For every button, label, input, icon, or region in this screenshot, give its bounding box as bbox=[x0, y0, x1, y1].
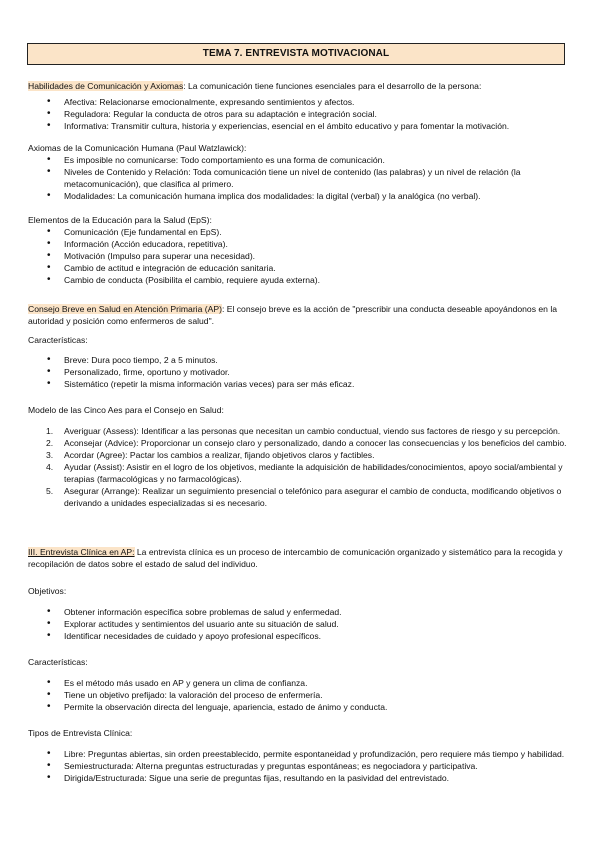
list-item bbox=[28, 485, 568, 509]
list-number: 1. bbox=[46, 426, 54, 436]
list-item: • Información (Acción educadora, repetitiva). bbox=[28, 238, 568, 250]
list-number: 3. bbox=[46, 450, 54, 460]
list-number: 2. bbox=[46, 438, 54, 448]
list-item: • Explorar actitudes y sentimientos del usuario ante su situación de salud. bbox=[28, 618, 568, 630]
list-item-text: Ayudar (Assist): Asistir en el logro de los objetivos, mediante la adquisición de habilidades/conocimientos, apoyo social/ambiental y terapias (farmacológicas y no farmacológicas). bbox=[64, 462, 563, 484]
list-item: • Libre: Preguntas abiertas, sin orden preestablecido, permite espontaneidad y profundización, pero requiere más tiempo y habilidad. bbox=[28, 748, 568, 760]
section-heading: Objetivos: bbox=[28, 586, 67, 596]
section-heading: Modelo de las Cinco Aes para el Consejo en Salud: bbox=[28, 405, 224, 415]
section-communication-skills bbox=[28, 80, 568, 132]
bullet-list bbox=[28, 748, 568, 784]
bullet-list bbox=[28, 677, 568, 713]
list-number: 4. bbox=[46, 462, 54, 472]
list-item bbox=[28, 449, 568, 461]
list-item: • Sistemático (repetir la misma información varias veces) para ser más eficaz. bbox=[28, 378, 568, 390]
section-five-as bbox=[28, 404, 568, 509]
list-item: • Modalidades: La comunicación humana implica dos modalidades: la digital (verbal) y la analógica (no verbal). bbox=[28, 190, 568, 202]
list-item: • Cambio de actitud e integración de educación sanitaria. bbox=[28, 262, 568, 274]
section-intro bbox=[28, 303, 568, 327]
section-intro-text: La entrevista clínica es un proceso de intercambio de comunicación organizado y sistemático para la recogida y recopilación de datos sobre el estado de salud del individuo. bbox=[28, 547, 563, 569]
list-item: • Afectiva: Relacionarse emocionalmente, expresando sentimientos y afectos. bbox=[28, 96, 568, 108]
section-heading-highlight: Habilidades de Comunicación y Axiomas bbox=[28, 81, 184, 91]
bullet-list bbox=[28, 96, 568, 132]
numbered-list bbox=[28, 425, 568, 509]
bullet-list bbox=[28, 154, 568, 202]
section-objectives bbox=[28, 585, 568, 642]
list-item: • Identificar necesidades de cuidado y apoyo profesional específicos. bbox=[28, 630, 568, 642]
list-item: • Tiene un objetivo prefijado: la valoración del proceso de enfermería. bbox=[28, 689, 568, 701]
list-item: • Informativa: Transmitir cultura, historia y experiencias, esencial en el ámbito educativo y para fomentar la motivación. bbox=[28, 120, 568, 132]
list-item bbox=[28, 437, 568, 449]
list-item bbox=[28, 461, 568, 485]
bullet-list bbox=[28, 354, 568, 390]
page-title: TEMA 7. ENTREVISTA MOTIVACIONAL bbox=[27, 43, 565, 65]
list-item-text: Acordar (Agree): Pactar los cambios a realizar, fijando objetivos claros y factibles. bbox=[64, 450, 375, 460]
section-intro-text: : La comunicación tiene funciones esenciales para el desarrollo de la persona: bbox=[183, 81, 482, 91]
list-item: • Comunicación (Eje fundamental en EpS). bbox=[28, 226, 568, 238]
section-heading: Axiomas de la Comunicación Humana (Paul Watzlawick): bbox=[28, 143, 247, 153]
list-item: • Permite la observación directa del lenguaje, apariencia, estado de ánimo y conducta. bbox=[28, 701, 568, 713]
list-item-text: Aconsejar (Advice): Proporcionar un consejo claro y personalizado, dando a conocer las consecuencias y los beneficios del cambio. bbox=[64, 438, 567, 448]
list-item: • Dirigida/Estructurada: Sigue una serie de preguntas fijas, resultando en la pasividad del entrevistado. bbox=[28, 772, 568, 784]
section-heading-highlight: Consejo Breve en Salud en Atención Primaria (AP) bbox=[28, 304, 222, 314]
list-item: • Reguladora: Regular la conducta de otros para su adaptación e integración social. bbox=[28, 108, 568, 120]
list-item: • Motivación (Impulso para superar una necesidad). bbox=[28, 250, 568, 262]
list-item: • Obtener información específica sobre problemas de salud y enfermedad. bbox=[28, 606, 568, 618]
section-intro-text: : El consejo breve es la acción de "prescribir una conducta deseable apoyándonos en la autoridad y posición como enfermeros de salud". bbox=[28, 304, 558, 326]
list-item: • Es el método más usado en AP y genera un clima de confianza. bbox=[28, 677, 568, 689]
section-axioms bbox=[28, 142, 568, 202]
list-item: • Breve: Dura poco tiempo, 2 a 5 minutos. bbox=[28, 354, 568, 366]
section-heading: Elementos de la Educación para la Salud (EpS): bbox=[28, 215, 212, 225]
section-characteristics bbox=[28, 656, 568, 713]
list-item: • Personalizado, firme, oportuno y motivador. bbox=[28, 366, 568, 378]
section-heading: Características: bbox=[28, 657, 88, 667]
section-clinical-interview bbox=[28, 546, 568, 570]
list-item: • Semiestructurada: Alterna preguntas estructuradas y preguntas espontáneas; es negociadora y participativa. bbox=[28, 760, 568, 772]
bullet-list bbox=[28, 226, 568, 286]
section-brief-advice bbox=[28, 303, 568, 390]
section-heading: Tipos de Entrevista Clínica: bbox=[28, 728, 133, 738]
list-item bbox=[28, 425, 568, 437]
subsection-heading: Características: bbox=[28, 335, 88, 345]
list-item: • Cambio de conducta (Posibilita el cambio, requiere ayuda externa). bbox=[28, 274, 568, 286]
list-item: • Niveles de Contenido y Relación: Toda comunicación tiene un nivel de contenido (las palabras) y un nivel de relación (la metacomunicación), que clasifica al primero. bbox=[28, 166, 568, 190]
section-interview-types bbox=[28, 727, 568, 784]
section-eps-elements bbox=[28, 214, 568, 286]
section-intro bbox=[28, 546, 568, 570]
list-number: 5. bbox=[46, 486, 54, 496]
list-item-text: Averiguar (Assess): Identificar a las personas que necesitan un cambio conductual, viendo sus factores de riesgo y su percepción. bbox=[64, 426, 561, 436]
list-item-text: Asegurar (Arrange): Realizar un seguimiento presencial o telefónico para asegurar el cambio de conducta, modificando objetivos o derivando a unidades especializadas si es necesario. bbox=[64, 486, 562, 508]
bullet-list bbox=[28, 606, 568, 642]
section-heading-highlight: III. Entrevista Clínica en AP: bbox=[28, 547, 135, 557]
section-intro bbox=[28, 80, 568, 92]
list-item: • Es imposible no comunicarse: Todo comportamiento es una forma de comunicación. bbox=[28, 154, 568, 166]
